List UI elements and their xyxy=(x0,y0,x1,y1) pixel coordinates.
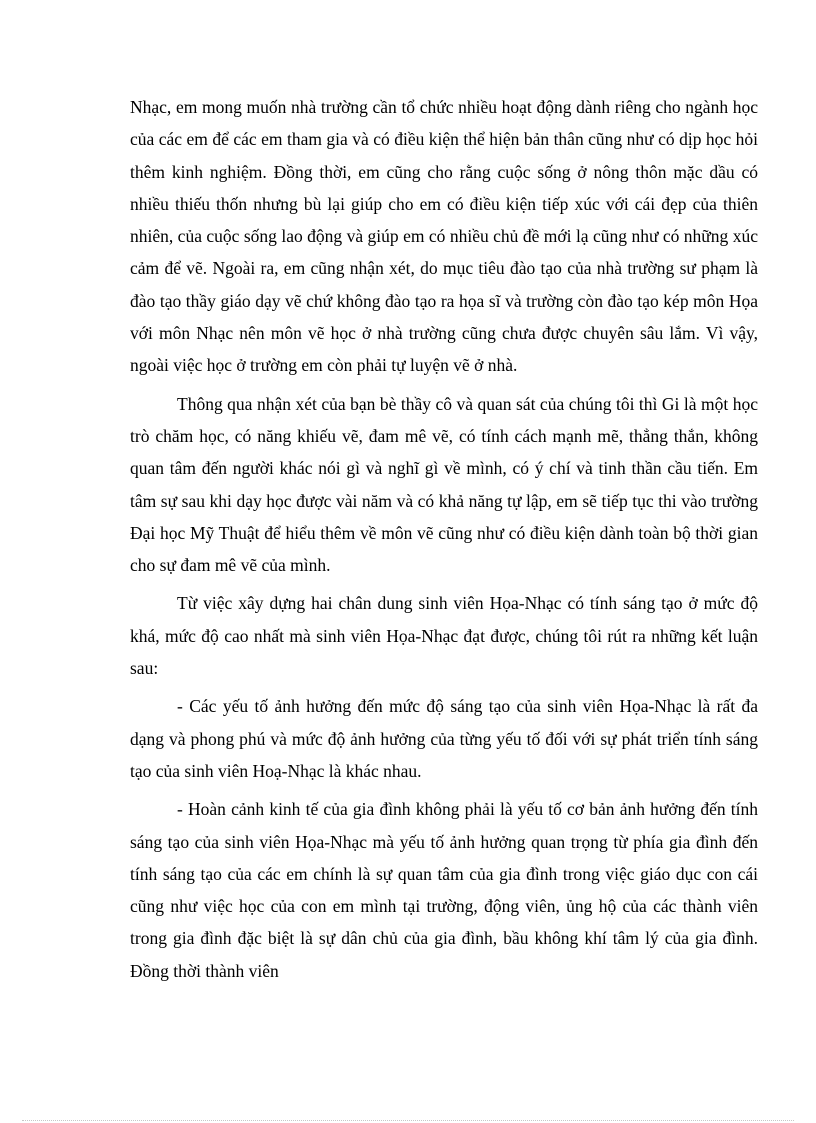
paragraph-conclusion-2: - Hoàn cảnh kinh tế của gia đình không phải là yếu tố cơ bản ảnh hưởng đến tính sáng tạo của sinh viên Họa-Nhạc mà yếu tố ảnh hưởng quan trọng từ phía gia đình đến tính sáng tạo của các em chính là sự quan tâm của gia đình trong việc giáo dục con cái cũng như việc học của con em mình tại trường, động viên, ủng hộ của các thành viên trong gia đình đặc biệt là sự dân chủ của gia đình, bầu không khí tâm lý của gia đình. Đồng thời thành viên xyxy=(130,799,758,981)
document-body xyxy=(130,91,758,993)
paragraph-conclusion-1: - Các yếu tố ảnh hưởng đến mức độ sáng tạo của sinh viên Họa-Nhạc là rất đa dạng và phong phú và mức độ ảnh hưởng của từng yếu tố đối với sự phát triển tính sáng tạo của sinh viên Hoạ-Nhạc là khác nhau. xyxy=(130,696,758,781)
page-bottom-divider xyxy=(22,1120,794,1121)
paragraph-conclusion-intro: Từ việc xây dựng hai chân dung sinh viên Họa-Nhạc có tính sáng tạo ở mức độ khá, mức độ cao nhất mà sinh viên Họa-Nhạc đạt được, chúng tôi rút ra những kết luận sau: xyxy=(130,593,758,679)
paragraph-observation: Thông qua nhận xét của bạn bè thầy cô và quan sát của chúng tôi thì Gi là một học trò chăm học, có năng khiếu vẽ, đam mê vẽ, có tính cách mạnh mẽ, thẳng thắn, không quan tâm đến người khác nói gì và nghĩ gì về mình, có ý chí và tinh thần cầu tiến. Em tâm sự sau khi dạy học được vài năm và có khả năng tự lập, em sẽ tiếp tục thi vào trường Đại học Mỹ Thuật để hiểu thêm về môn vẽ cũng như có điều kiện dành toàn bộ thời gian cho sự đam mê vẽ của mình. xyxy=(130,393,758,576)
paragraph-continuation: Nhạc, em mong muốn nhà trường cần tổ chức nhiều hoạt động dành riêng cho ngành học của các em để các em tham gia và có điều kiện thể hiện bản thân cũng như có dịp học hỏi thêm kinh nghiệm. Đồng thời, em cũng cho rằng cuộc sống ở nông thôn mặc dầu có nhiều thiếu thốn nhưng bù lại giúp cho em có điều kiện tiếp xúc với cái đẹp của thiên nhiên, của cuộc sống lao động và giúp em có nhiều chủ đề mới lạ cũng như có những xúc cảm để vẽ. Ngoài ra, em cũng nhận xét, do mục tiêu đào tạo của nhà trường sư phạm là đào tạo thầy giáo dạy vẽ chứ không đào tạo ra họa sĩ và trường còn đào tạo kép môn Họa với môn Nhạc nên môn vẽ học ở nhà trường cũng chưa được chuyên sâu lắm. Vì vậy, ngoài việc học ở trường em còn phải tự luyện vẽ ở nhà. xyxy=(130,97,758,376)
